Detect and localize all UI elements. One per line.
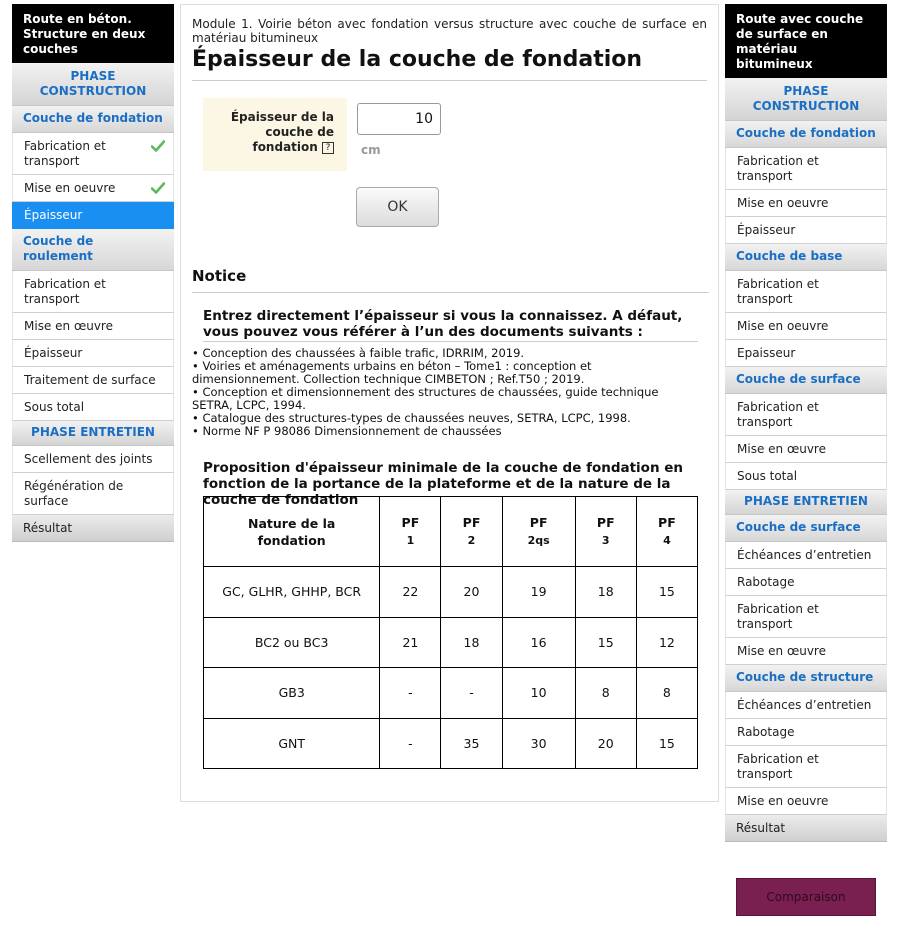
right-item-structure-mise-en-oeuvre[interactable]: Mise en oeuvre [725, 788, 887, 815]
cell-nature: GC, GLHR, GHHP, BCR [204, 567, 380, 618]
module-description: Module 1. Voirie béton avec fondation versus structure avec couche de surface en matériau bitumineux [192, 17, 707, 45]
header-pf1: PF 1 [380, 497, 441, 567]
left-sidebar-title: Route en béton. Structure en deux couches [12, 4, 174, 63]
cell-value: 15 [636, 718, 697, 769]
right-item-surface-mise-en-oeuvre-entretien[interactable]: Mise en œuvre [725, 638, 887, 665]
cell-value: - [380, 718, 441, 769]
left-item-fondation-fabrication[interactable] [12, 133, 174, 175]
cell-value: 22 [380, 567, 441, 618]
cell-nature: BC2 ou BC3 [204, 617, 380, 668]
ok-button[interactable]: OK [356, 187, 439, 227]
cell-value: 35 [441, 718, 502, 769]
cell-value: 20 [441, 567, 502, 618]
right-item-surface-rabotage[interactable]: Rabotage [725, 569, 887, 596]
right-item-structure-rabotage[interactable]: Rabotage [725, 719, 887, 746]
thickness-label [203, 98, 347, 155]
left-item-roulement-traitement[interactable]: Traitement de surface [12, 367, 174, 394]
reference-item: • Norme NF P 98086 Dimensionnement de chaussées [192, 424, 502, 438]
thickness-input[interactable] [357, 103, 441, 135]
left-item-scellement[interactable]: Scellement des joints [12, 446, 174, 473]
header-nature: Nature de la fondation [204, 497, 380, 567]
compare-button[interactable]: Comparaison [736, 878, 876, 916]
right-item-structure-echeances[interactable]: Échéances d’entretien [725, 692, 887, 719]
left-item-resultat[interactable]: Résultat [12, 515, 174, 542]
left-section-fondation[interactable]: Couche de fondation [12, 106, 174, 133]
cell-value: 21 [380, 617, 441, 668]
cell-value: 20 [575, 718, 636, 769]
table-header-row [204, 497, 698, 567]
cell-value: 15 [575, 617, 636, 668]
nav-item-label: Épaisseur [24, 208, 83, 222]
notice-intro: Entrez directement l’épaisseur si vous la connaissez. A défaut, vous pouvez vous référer à l’un des documents suivants : [203, 308, 698, 342]
check-icon [151, 140, 165, 152]
right-item-surface-fabrication[interactable]: Fabrication et transport [725, 394, 887, 436]
right-item-fondation-epaisseur[interactable]: Épaisseur [725, 217, 887, 244]
unit-label: cm [361, 143, 381, 157]
header-pf2: PF 2 [441, 497, 502, 567]
right-item-surface-mise-en-oeuvre[interactable]: Mise en œuvre [725, 436, 887, 463]
left-item-fondation-epaisseur[interactable] [12, 202, 174, 229]
left-phase-construction: PHASE CONSTRUCTION [12, 63, 174, 106]
left-item-roulement-mise-en-oeuvre[interactable]: Mise en œuvre [12, 313, 174, 340]
cell-value: 18 [575, 567, 636, 618]
table-row [204, 718, 698, 769]
left-phase-entretien: PHASE ENTRETIEN [12, 421, 174, 446]
notice-heading: Notice [192, 267, 709, 293]
cell-value: 18 [441, 617, 502, 668]
right-item-structure-fabrication[interactable]: Fabrication et transport [725, 746, 887, 788]
reference-list [192, 347, 702, 438]
right-item-base-fabrication[interactable]: Fabrication et transport [725, 271, 887, 313]
header-pf2qs: PF 2qs [502, 497, 575, 567]
page-title: Épaisseur de la couche de fondation [192, 46, 707, 81]
table-caption: Proposition d'épaisseur minimale de la couche de fondation en fonction de la portance de la plateforme et de la nature de la couche de fondation [203, 460, 684, 508]
cell-value: - [380, 668, 441, 719]
left-item-regeneration[interactable]: Régénération de surface [12, 473, 174, 515]
cell-nature: GNT [204, 718, 380, 769]
thickness-label-box [203, 98, 347, 171]
right-phase-construction: PHASE CONSTRUCTION [725, 78, 887, 121]
left-sidebar [12, 4, 174, 542]
table-row [204, 668, 698, 719]
cell-nature: GB3 [204, 668, 380, 719]
cell-value: 10 [502, 668, 575, 719]
header-pf4: PF 4 [636, 497, 697, 567]
cell-value: 30 [502, 718, 575, 769]
right-item-surface-fabrication-entretien[interactable]: Fabrication et transport [725, 596, 887, 638]
right-item-fondation-mise-en-oeuvre[interactable]: Mise en oeuvre [725, 190, 887, 217]
left-item-fondation-mise-en-oeuvre[interactable] [12, 175, 174, 202]
reference-item: • Conception et dimensionnement des structures de chaussées, guide technique SETRA, LCPC, 1994. [192, 385, 659, 412]
check-icon [151, 182, 165, 194]
left-item-roulement-epaisseur[interactable]: Épaisseur [12, 340, 174, 367]
main-panel [180, 4, 719, 802]
right-sidebar [725, 4, 887, 842]
reference-item: • Voiries et aménagements urbains en béton – Tome1 : conception et dimensionnement. Collection technique CIMBETON ; Ref.T50 ; 2019. [192, 359, 592, 386]
nav-item-label: Fabrication et transport [24, 139, 106, 168]
cell-value: 8 [636, 668, 697, 719]
right-section-structure[interactable]: Couche de structure [725, 665, 887, 692]
right-item-fondation-fabrication[interactable]: Fabrication et transport [725, 148, 887, 190]
nav-item-label: Mise en oeuvre [24, 181, 116, 195]
left-item-roulement-sous-total[interactable]: Sous total [12, 394, 174, 421]
right-section-surface-entretien[interactable]: Couche de surface [725, 515, 887, 542]
thickness-table [203, 496, 698, 769]
left-section-roulement[interactable]: Couche de roulement [12, 229, 174, 271]
right-sidebar-title: Route avec couche de surface en matériau bitumineux [725, 4, 887, 78]
cell-value: - [441, 668, 502, 719]
cell-value: 15 [636, 567, 697, 618]
right-section-surface[interactable]: Couche de surface [725, 367, 887, 394]
cell-value: 8 [575, 668, 636, 719]
table-row [204, 617, 698, 668]
reference-item: • Catalogue des structures-types de chaussées neuves, SETRA, LCPC, 1998. [192, 411, 631, 425]
right-item-surface-sous-total[interactable]: Sous total [725, 463, 887, 490]
right-item-resultat[interactable]: Résultat [725, 815, 887, 842]
header-pf3: PF 3 [575, 497, 636, 567]
table-row [204, 567, 698, 618]
right-section-fondation[interactable]: Couche de fondation [725, 121, 887, 148]
cell-value: 12 [636, 617, 697, 668]
right-phase-entretien: PHASE ENTRETIEN [725, 490, 887, 515]
right-item-base-mise-en-oeuvre[interactable]: Mise en oeuvre [725, 313, 887, 340]
right-item-base-epaisseur[interactable]: Epaisseur [725, 340, 887, 367]
help-icon[interactable]: ? [322, 142, 334, 154]
cell-value: 19 [502, 567, 575, 618]
reference-item: • Conception des chaussées à faible trafic, IDRRIM, 2019. [192, 346, 525, 360]
left-item-roulement-fabrication[interactable]: Fabrication et transport [12, 271, 174, 313]
right-item-surface-echeances[interactable]: Échéances d’entretien [725, 542, 887, 569]
cell-value: 16 [502, 617, 575, 668]
thickness-label-text: Épaisseur de la couche de fondation [230, 110, 334, 154]
right-section-base[interactable]: Couche de base [725, 244, 887, 271]
